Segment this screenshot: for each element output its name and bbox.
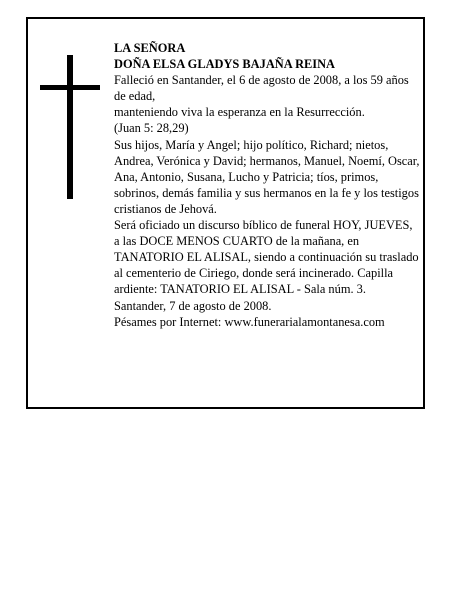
funeral-service-details: Será oficiado un discurso bíblico de funeral HOY, JUEVES, a las DOCE MENOS CUARTO de la mañana, en TANATORIO EL ALISAL, siendo a continuación su traslado al cementerio de Ciriego, donde será incinerado. Capilla ardiente: TANATORIO EL ALISAL - Sala núm. 3. Santander, 7 de agosto de 2008.	[114, 218, 419, 313]
death-statement: Falleció en Santander, el 6 de agosto de 2008, a los 59 años de edad,	[114, 73, 409, 104]
notice-text	[114, 40, 420, 330]
cross-vertical-bar	[67, 55, 73, 199]
deceased-name: DOÑA ELSA GLADYS BAJAÑA REINA	[114, 57, 336, 72]
faith-statement: manteniendo viva la esperanza en la Resurrección.	[114, 105, 365, 120]
obituary-notice	[26, 17, 425, 409]
cross-horizontal-bar	[40, 85, 100, 90]
family-list: Sus hijos, María y Angel; hijo político, Richard; nietos, Andrea, Verónica y David; hermanos, Manuel, Noemí, Oscar, Ana, Antonio, Susana, Lucho y Patricia; tíos, primos, sobrinos, demás familia y sus hermanos en la fe y los testigos cristianos de Jehová.	[114, 137, 420, 216]
latin-cross-icon	[40, 55, 100, 199]
notice-heading-title: LA SEÑORA	[114, 41, 186, 55]
bible-citation: (Juan 5: 28,29)	[114, 121, 189, 136]
condolences-link: Pésames por Internet: www.funerarialamontanesa.com	[114, 314, 385, 329]
